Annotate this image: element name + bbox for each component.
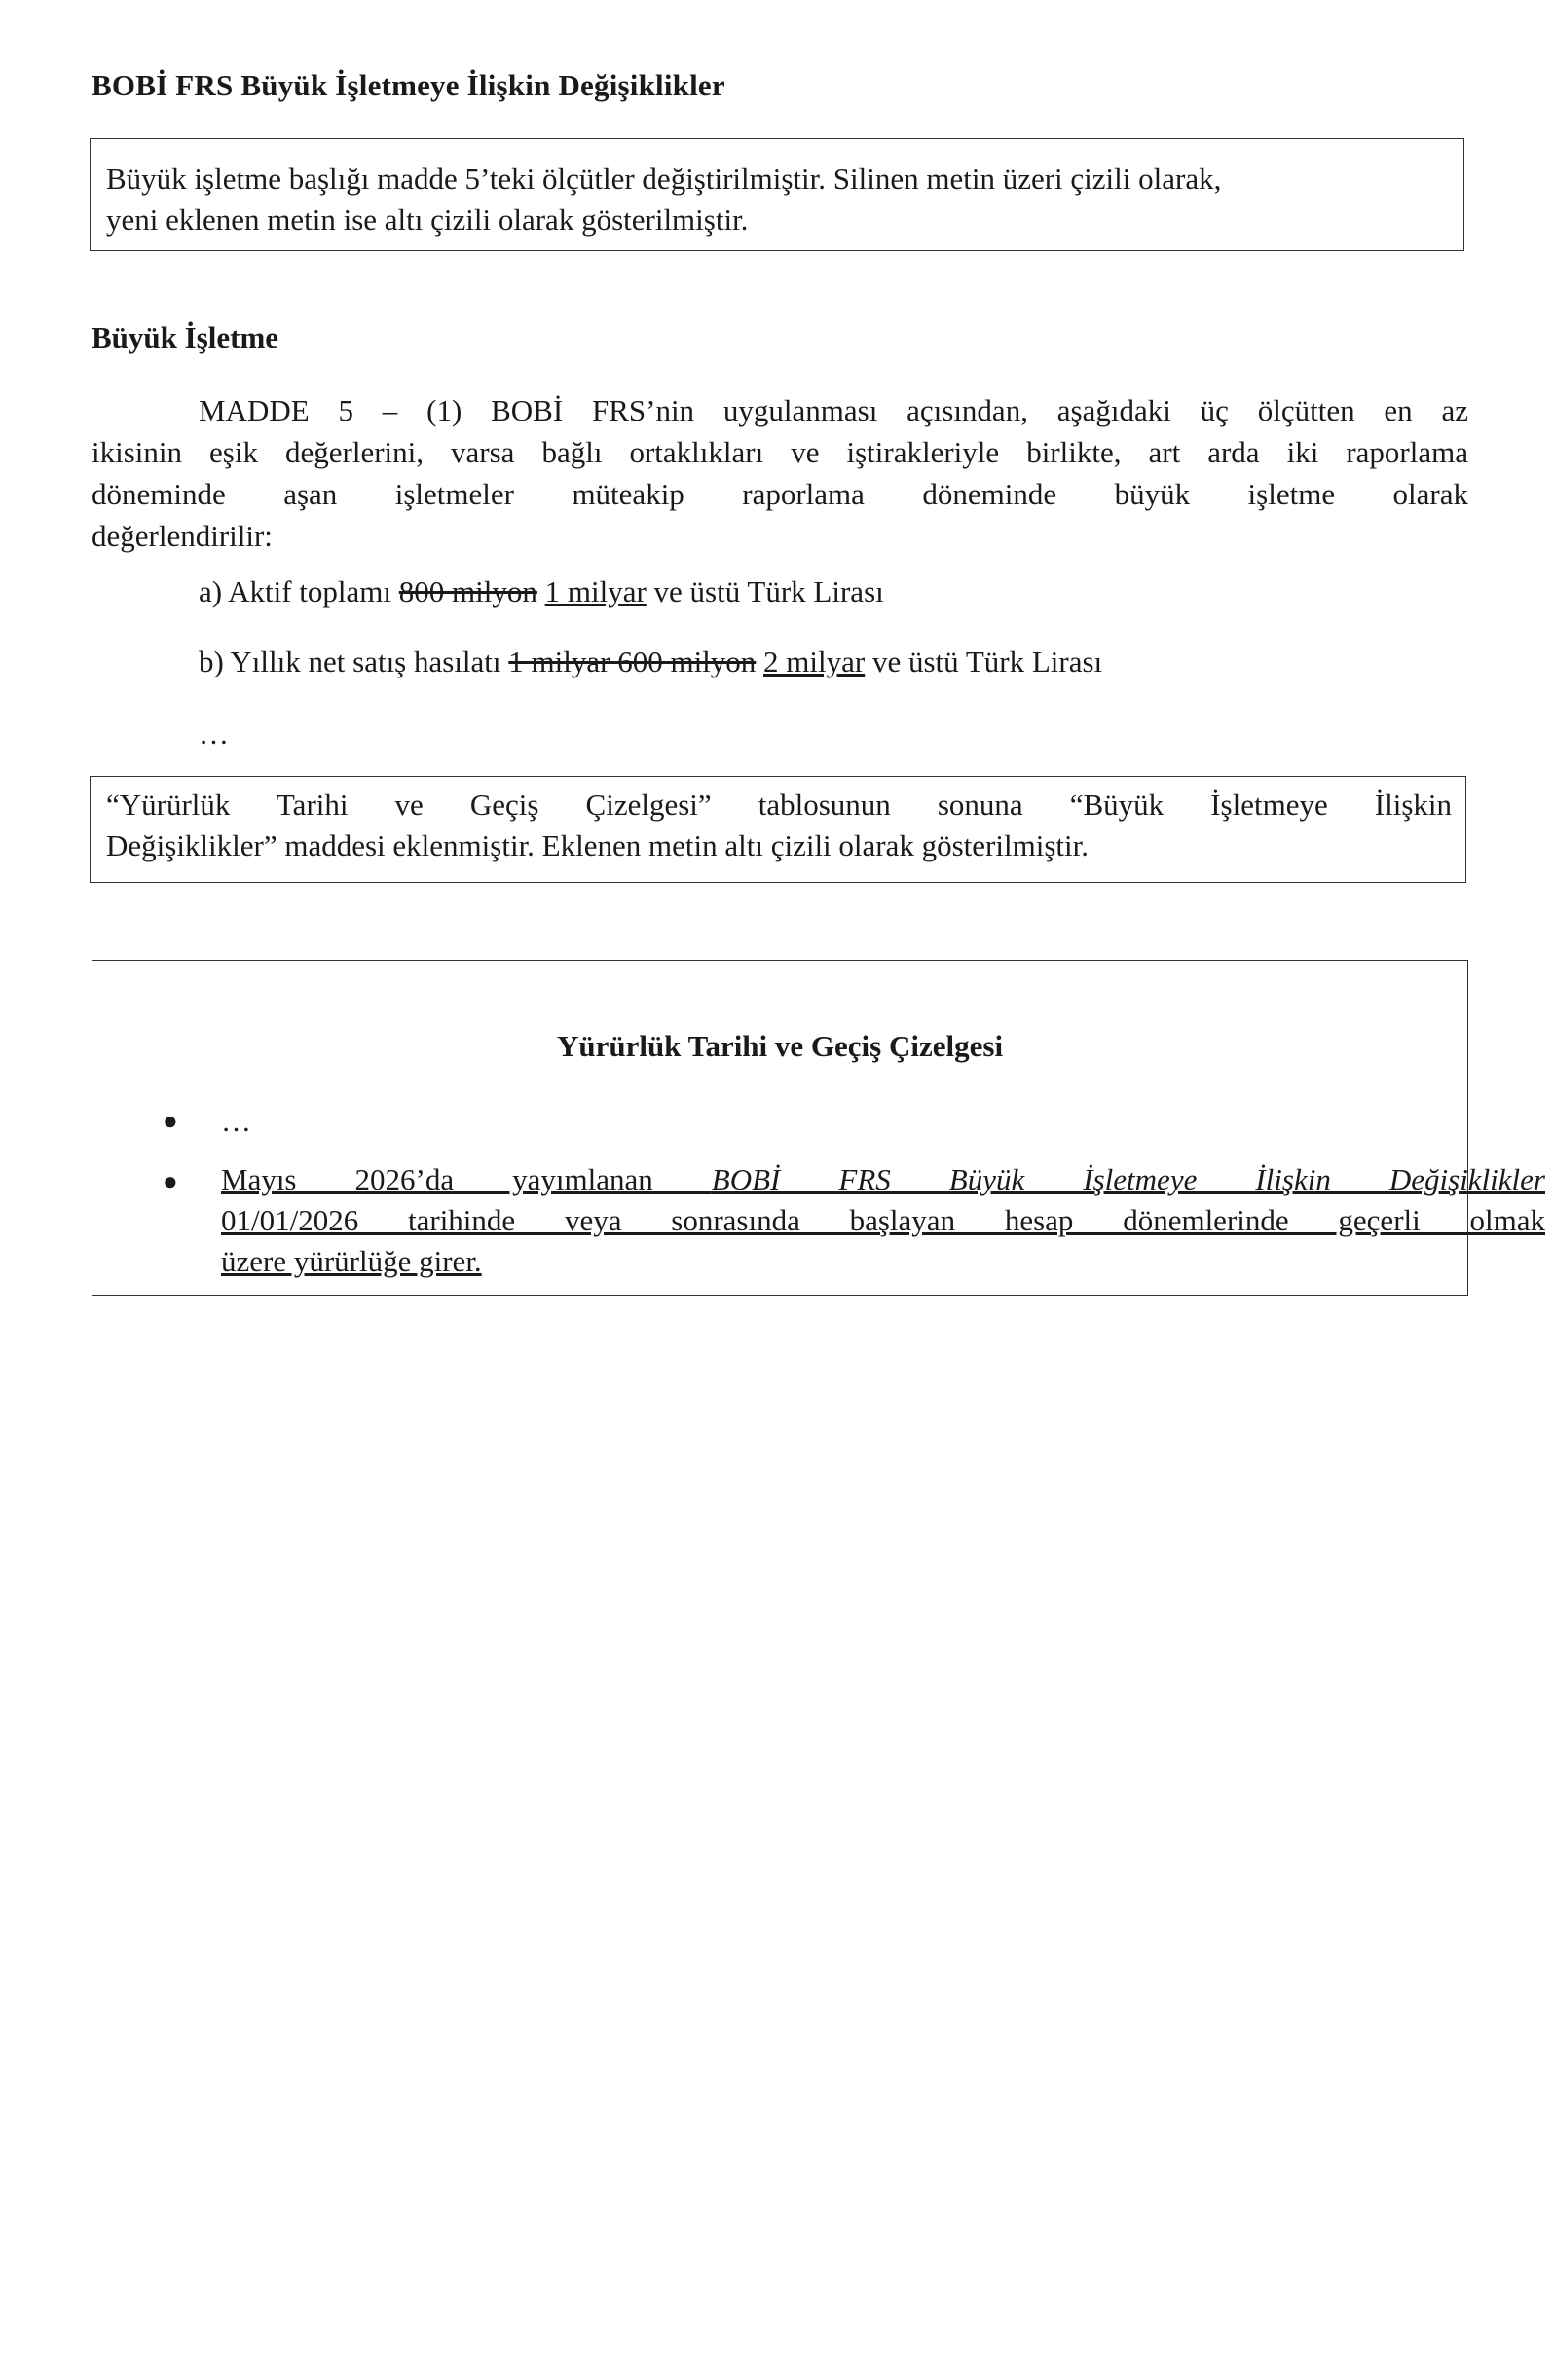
criterion-b (199, 641, 1102, 682)
criterion-a-suffix: ve üstü Türk Lirası (646, 574, 884, 608)
section-title: Büyük İşletme (92, 320, 279, 354)
criterion-b-prefix: b) Yıllık net satış hasılatı (199, 644, 509, 678)
criterion-b-suffix: ve üstü Türk Lirası (865, 644, 1103, 678)
bullet-2-text (221, 1159, 1545, 1282)
criterion-a-inserted: 1 milyar (544, 574, 647, 608)
bullet-dot-icon: ● (163, 1107, 178, 1135)
criterion-a (199, 571, 884, 612)
bullet-2-italic: BOBİ FRS Büyük İşletmeye İlişkin Değişiklikler (711, 1162, 1545, 1196)
article-paragraph (92, 389, 1468, 557)
bullet-1-text: … (221, 1104, 251, 1138)
criterion-b-inserted: 2 milyar (763, 644, 866, 678)
ellipsis: … (199, 716, 229, 751)
bullet-2-part-1: Mayıs 2026’da yayımlanan (221, 1162, 712, 1196)
change-note-line-2: yeni eklenen metin ise altı çizili olarak gösterilmiştir. (106, 202, 749, 237)
article-line-3: döneminde aşan işletmeler müteakip raporlama döneminde büyük işletme olarak (92, 477, 1468, 511)
addition-note-line-1: “Yürürlük Tarihi ve Geçiş Çizelgesi” tablosunun sonuna “Büyük İşletmeye İlişkin (106, 787, 1452, 822)
criterion-b-deleted: 1 milyar 600 milyon (508, 644, 757, 678)
bullet-dot-icon: ● (163, 1167, 178, 1195)
effective-date-panel (92, 960, 1545, 1296)
article-line-2: ikisinin eşik değerlerini, varsa bağlı ortaklıkları ve iştirakleriyle birlikte, art arda iki raporlama (92, 435, 1468, 469)
criterion-a-prefix: a) Aktif toplamı (199, 574, 399, 608)
bullet-2-line-2: 01/01/2026 tarihinde veya sonrasında başlayan hesap dönemlerinde geçerli olmak (221, 1203, 1545, 1237)
article-line-1: MADDE 5 – (1) BOBİ FRS’nin uygulanması açısından, aşağıdaki üç ölçütten en az (199, 393, 1468, 427)
document-title: BOBİ FRS Büyük İşletmeye İlişkin Değişiklikler (92, 68, 725, 102)
addition-note-box (90, 776, 1466, 883)
article-line-4: değerlendirilir: (92, 519, 273, 553)
change-note-line-1: Büyük işletme başlığı madde 5’teki ölçütler değiştirilmiştir. Silinen metin üzeri çizili olarak, (106, 162, 1222, 196)
bullet-2-line-3: üzere yürürlüğe girer. (221, 1244, 482, 1278)
change-note-box (90, 138, 1464, 251)
bullet-2-line-1 (221, 1159, 1545, 1200)
criterion-a-deleted: 800 milyon (398, 574, 537, 608)
addition-note-line-2: Değişiklikler” maddesi eklenmiştir. Eklenen metin altı çizili olarak gösterilmiştir. (106, 828, 1089, 862)
panel-title: Yürürlük Tarihi ve Geçiş Çizelgesi (556, 1029, 1004, 1063)
